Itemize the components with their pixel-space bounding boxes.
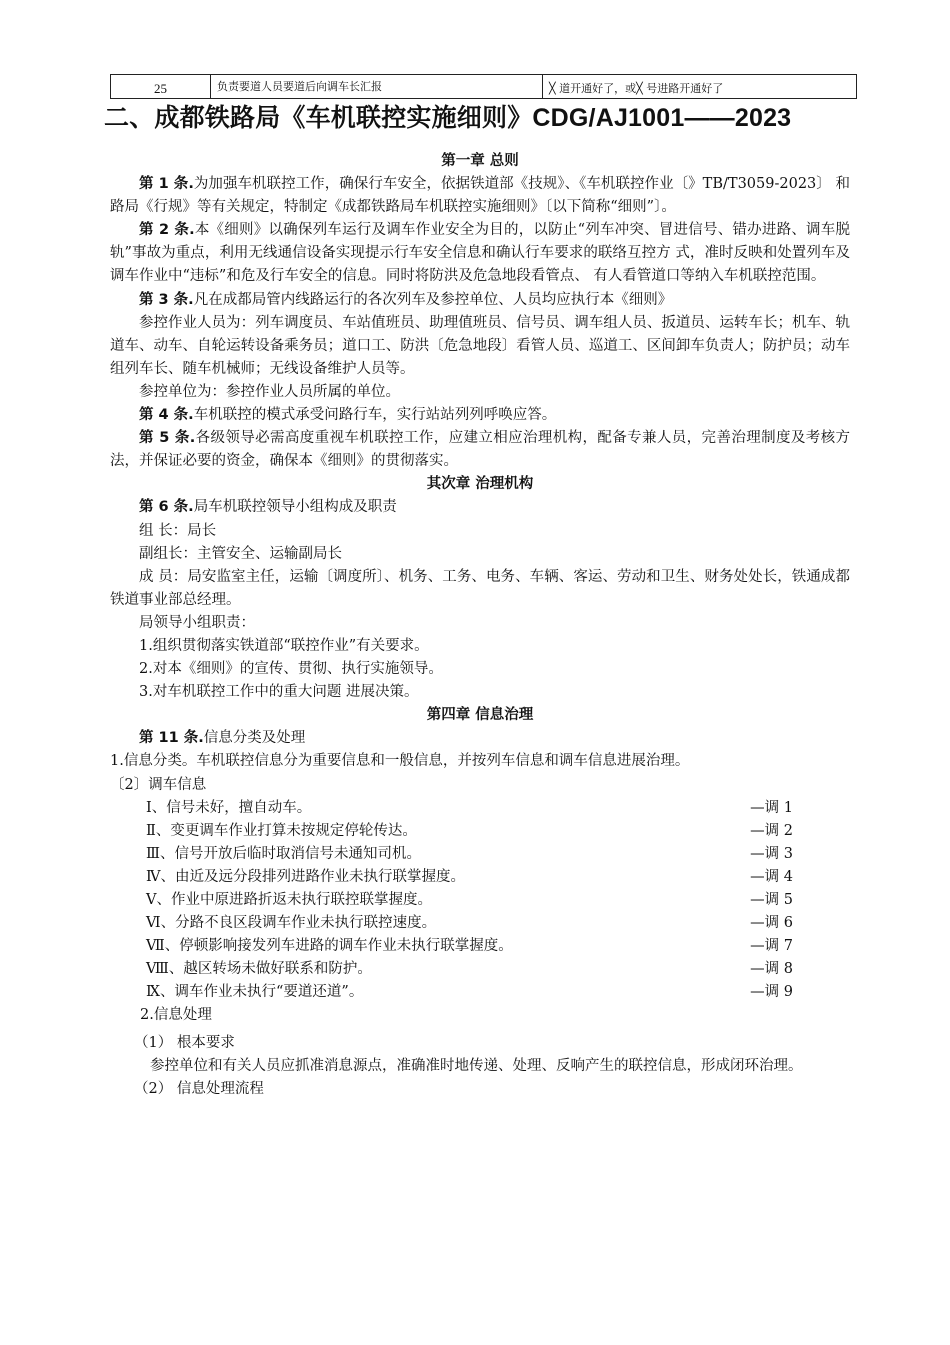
article-label: 第 1 条. [139,176,194,193]
item-text: Ⅵ、分路不良区段调车作业未执行联控速度。 [146,915,437,932]
duty-item: 3.对车机联控工作中的重大问题 进展决策。 [139,684,419,701]
leader-line: 组 长：局长 [139,522,217,539]
shunt-item [110,981,850,1004]
item-text: Ⅱ、变更调车作业打算未按规定停轮传达。 [146,822,417,839]
item-text: Ⅶ、停顿影响接发列车进路的调车作业未执行联掌握度。 [146,938,513,955]
article-label: 第 6 条. [139,499,194,516]
article-text: 局车机联控领导小组构成及职责 [193,499,397,516]
item-text: Ⅸ、调车作业未执行“要道还道”。 [146,984,364,1001]
members-paragraph: 成 员：局安监室主任，运输〔调度所〕、机务、工务、电务、车辆、客运、劳动和卫生、财务处处长，铁通成都铁道事业部总经理。 [110,568,850,608]
row-action: 负责要道人员要道后向调车长汇报 [211,75,543,98]
flow-title: （2） 信息处理流程 [134,1080,264,1097]
item-text: Ⅲ、信号开放后临时取消信号未通知司机。 [146,845,421,862]
item-code: —调 2 [750,822,793,839]
article-4 [110,404,850,427]
article-1 [110,173,850,219]
article-label: 第 3 条. [139,291,194,308]
article-label: 第 4 条. [139,407,194,424]
article-text: 信息分类及处理 [203,730,306,747]
chapter-heading: 第一章 总则 [441,153,519,169]
shunt-item [110,958,850,981]
chapter-heading: 其次章 治理机构 [426,476,534,493]
item-code: —调 5 [750,892,793,908]
item-code: —调 9 [750,984,793,1001]
processing-title: 2.信息处理 [140,1007,212,1024]
item-code: —调 7 [750,938,793,955]
duty-item: 1.组织贯彻落实铁道部“联控作业”有关要求。 [139,637,429,654]
shunt-item [110,866,850,889]
article-2 [110,219,850,288]
article-5 [110,427,850,473]
item-code: —调 6 [750,915,793,932]
document-body [110,150,850,1101]
item-code: —调 1 [750,799,793,816]
shunt-item [110,889,850,912]
item-code: —调 4 [750,868,793,885]
basic-title: （1） 根本要求 [134,1034,235,1051]
item-text: Ⅰ、信号未好，擅自动车。 [146,799,312,816]
item-code: —调 3 [750,845,793,862]
item-code: —调 8 [750,961,793,978]
shunt-item [110,912,850,935]
article-text: 车机联控的模式承受问路行车，实行站站列列呼唤应答。 [193,407,557,424]
article-label: 第 5 条. [139,430,196,447]
article-text: 为加强车机联控工作，确保行车安全，依据铁道部《技规》、《车机联控作业〔》TB/T3059-2023〕 和路局《行规》等有关规定，特制定《成都铁路局车机联控实施细则》〔以下简称“细则”〕。 [110,176,850,216]
article-text: 凡在成都局管内线路运行的各次列车及参控单位、人员均应执行本《细则》 [193,291,673,308]
deputy-line: 副组长：主管安全、运输副局长 [139,545,342,562]
shunt-item [110,843,850,866]
document-title: 二、成都铁路局《车机联控实施细则》CDG/AJ1001——2023 [104,104,792,132]
item-text: Ⅷ、越区转场未做好联系和防护。 [146,961,372,978]
item-text: Ⅴ、作业中原进路折返未执行联控联掌握度。 [146,892,432,908]
article-label: 第 2 条. [139,222,195,239]
row-reply: ╳ 道开通好了，或╳ 号进路开通好了 [549,82,724,95]
article-text: 各级领导必需高度重视车机联控工作，应建立相应治理机构，配备专兼人员，完善治理制度及考核方法，并保证必要的资金，确保本《细则》的贯彻落实。 [110,430,850,470]
classify-paragraph: 1.信息分类。车机联控信息分为重要信息和一般信息，并按列车信息和调车信息进展治理。 [110,753,690,770]
article-text: 本《细则》以确保列车运行及调车作业安全为目的，以防止“列车冲突、冒进信号、错办进路、调车脱轨”事故为重点，利用无线通信设备实现提示行车安全信息和确认行车要求的联络互控方 式，准时反映和处置列车及调车作业中“违标”和危及行车安全的信息。同时将防洪及危急地段看管点、 有人看管道口等纳入车机联控范围。 [110,222,850,285]
article-11 [110,727,850,750]
article-3 [110,289,850,312]
duty-item: 2.对本《细则》的宣传、贯彻、执行实施领导。 [139,661,443,678]
reporting-table-row [110,74,857,99]
shunt-item [110,935,850,958]
duties-title: 局领导小组职责： [139,614,255,631]
shunt-item [110,820,850,843]
item-text: Ⅳ、由近及远分段排列进路作业未执行联掌握度。 [146,868,465,885]
shunt-title: 〔2〕调车信息 [110,776,207,793]
staff-paragraph: 参控作业人员为：列车调度员、车站值班员、助理值班员、信号员、调车组人员、扳道员、运转车长；机车、轨道车、动车、自轮运转设备乘务员；道口工、防洪〔危急地段〕看管人员、巡道工、区间卸车负责人；防护员；动车组列车长、随车机械师；无线设备维护人员等。 [110,314,850,377]
article-label: 第 11 条. [139,730,204,747]
chapter-heading: 第四章 信息治理 [426,707,534,724]
units-paragraph: 参控单位为：参控作业人员所属的单位。 [139,383,400,400]
row-number: 25 [111,75,211,98]
article-6 [110,496,850,519]
basic-paragraph: 参控单位和有关人员应抓准消息源点，准确准时地传递、处理、反响产生的联控信息，形成闭环治理。 [150,1057,803,1074]
shunt-item [110,797,850,820]
